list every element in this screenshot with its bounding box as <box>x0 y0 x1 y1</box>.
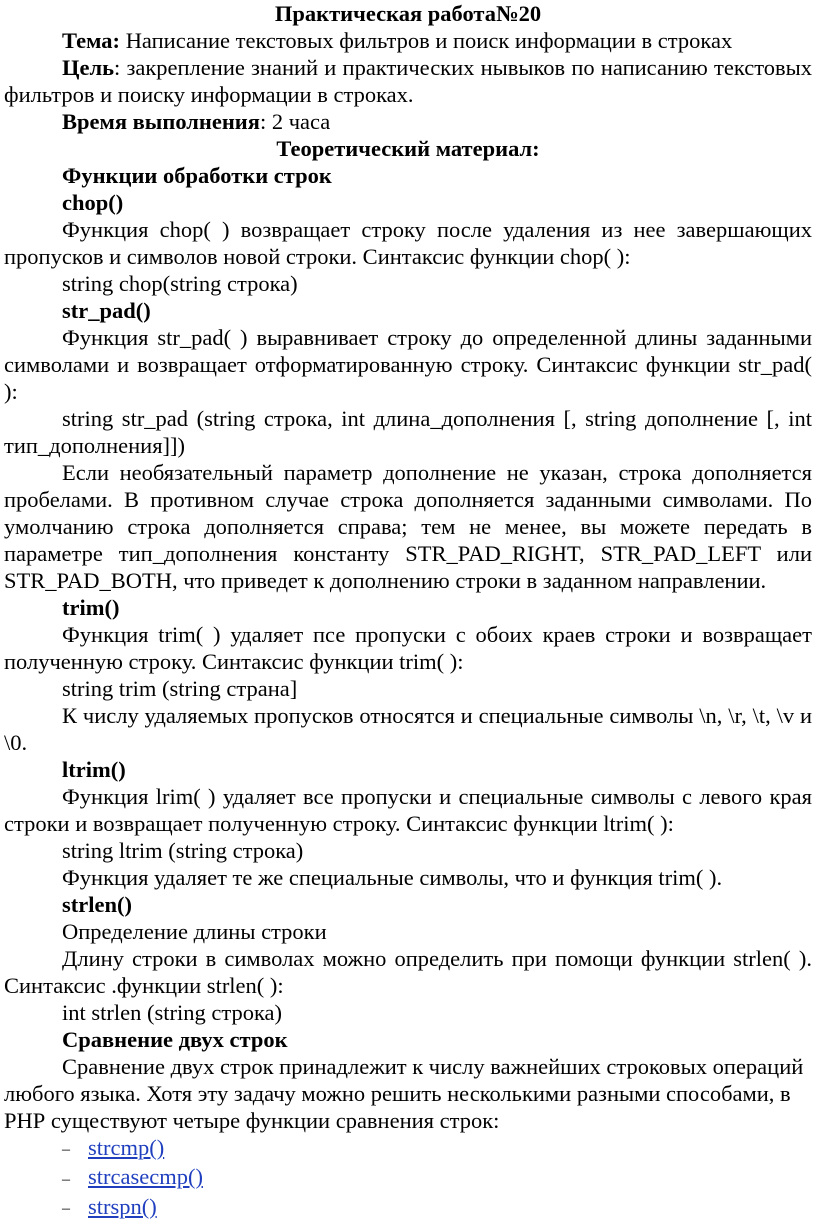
str-pad-syntax: string str_pad (string строка, int длина_дополнения [, string дополнение [, int тип_дополнения]]) <box>4 406 812 458</box>
topic-line <box>4 27 812 54</box>
strlen-syntax: int strlen (string строка) <box>62 1000 283 1025</box>
trim-syntax: string trim (string страна] <box>62 676 298 701</box>
compare-function-list <box>4 1134 812 1222</box>
list-item <box>62 1163 812 1192</box>
time-line <box>4 108 812 135</box>
time-label: Время выполнения <box>62 109 260 134</box>
trim-heading: trim() <box>62 595 120 620</box>
chop-syntax: string chop(string строка) <box>62 271 298 296</box>
str-pad-heading: str_pad() <box>62 298 151 323</box>
list-item <box>62 1193 812 1222</box>
list-item <box>62 1134 812 1163</box>
ltrim-heading: ltrim() <box>62 757 126 782</box>
goal-line <box>4 54 812 108</box>
dash-bullet: – <box>62 1170 70 1188</box>
theory-heading: Теоретический материал: <box>276 136 540 161</box>
str-pad-description: Функция str_pad( ) выравнивает строку до определенной длины заданными символами и возвращает отформатированную строку. Синтаксис функции str_pad( ): <box>4 325 812 404</box>
ltrim-syntax: string ltrim (string строка) <box>62 838 304 863</box>
strcasecmp-link[interactable]: strcasecmp() <box>88 1164 203 1190</box>
strlen-description: Длину строки в символах можно определить при помощи функции strlen( ). Синтаксис .функции strlen( ): <box>4 946 812 998</box>
compare-heading: Сравнение двух строк <box>62 1027 288 1052</box>
goal-label: Цель <box>62 55 115 80</box>
dash-bullet: – <box>62 1141 70 1159</box>
topic-text: Написание текстовых фильтров и поиск информации в строках <box>120 28 733 53</box>
chop-description: Функция chop( ) возвращает строку после удаления из нее завершающих пропусков и символов новой строки. Синтаксис функции chop( ): <box>4 217 812 269</box>
trim-note: К числу удаляемых пропусков относятся и специальные символы \n, \r, \t, \v и \0. <box>4 703 812 755</box>
trim-description: Функция trim( ) удаляет псе пропуски с обоих краев строки и возвращает полученную строку. Синтаксис функции trim( ): <box>4 622 812 674</box>
ltrim-description: Функция lrim( ) удаляет все пропуски и специальные символы с левого края строки и возвращает полученную строку. Синтаксис функции ltrim( ): <box>4 784 812 836</box>
time-text: : 2 часа <box>259 109 331 134</box>
chop-heading: chop() <box>62 190 124 215</box>
compare-description: Сравнение двух строк принадлежит к числу важнейших строковых операций любого языка. Хотя эту задачу можно решить несколькими разными способами, в РНР существуют четыре функции сравнения строк: <box>4 1054 804 1133</box>
ltrim-note: Функция удаляет те же специальные символы, что и функция trim( ). <box>62 865 723 890</box>
dash-bullet: – <box>62 1200 70 1218</box>
page-title: Практическая работа№20 <box>274 1 542 26</box>
functions-heading: Функции обработки строк <box>62 163 332 188</box>
strcmp-link[interactable]: strcmp() <box>88 1135 165 1160</box>
goal-text: : закрепление знаний и практических нывыков по написанию текстовых фильтров и поиску информации в строках. <box>4 55 812 107</box>
strspn-link[interactable]: strspn() <box>88 1193 157 1219</box>
strlen-subtitle: Определение длины строки <box>62 919 327 944</box>
topic-label: Тема: <box>62 28 121 53</box>
strlen-heading: strlen() <box>62 892 132 917</box>
str-pad-note: Если необязательный параметр дополнение не указан, строка дополняется пробелами. В противном случае строка дополняется заданными символами. По умолчанию строка дополняется справа; тем не менее, вы можете передать в параметре тип_дополнения константу STR_PAD_RIGHT, STR_PAD_LEFT или STR_PAD_BOTH, что приведет к дополнению строки в заданном направлении. <box>4 460 812 593</box>
